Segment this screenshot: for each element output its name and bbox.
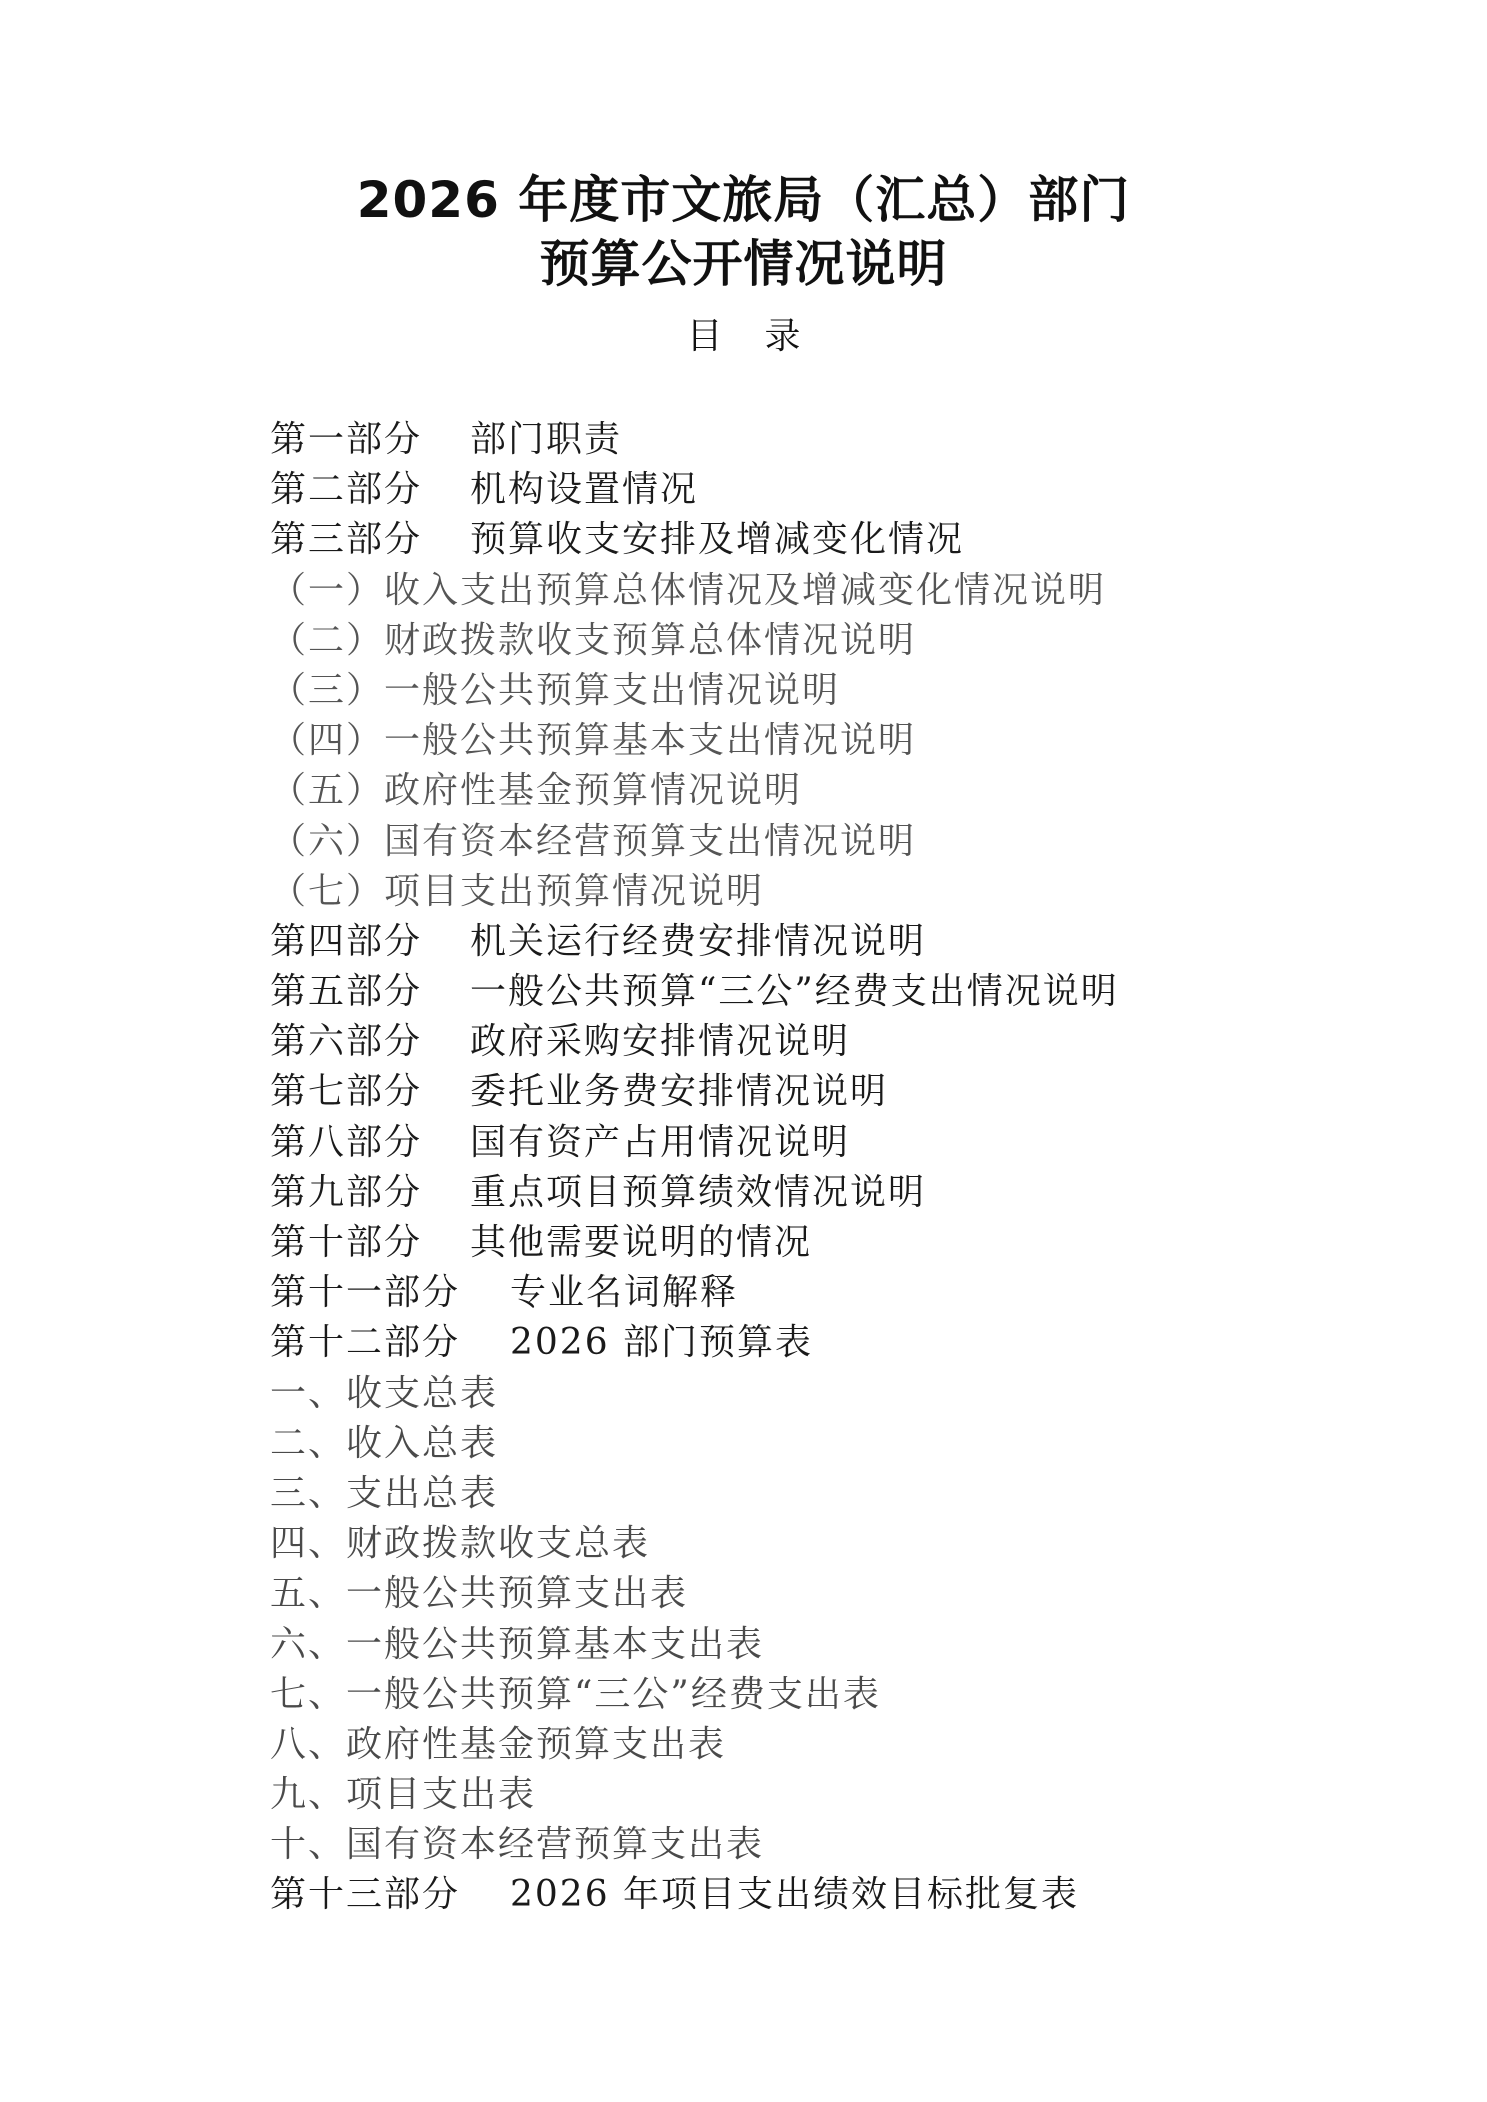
toc-entry-text: 收入支出预算总体情况及增减变化情况说明 [384,569,1107,611]
toc-entry-text: 收支总表 [346,1372,499,1414]
toc-entry-number: 四、 [270,1523,347,1565]
toc-part-entry [270,1218,1270,1268]
toc-entry-text: 政府性基金预算情况说明 [384,770,803,812]
toc-table-entry [270,1569,1270,1619]
toc-entry-number: 第二部分 [270,469,423,511]
toc-table-entry [270,1620,1270,1670]
toc-part-entry [270,515,1270,565]
toc-entry-number: 第一部分 [270,419,423,460]
toc-entry-number: 二、 [270,1422,347,1464]
toc-entry-text: 一般公共预算支出表 [346,1573,689,1615]
toc-entry-number: 第十一部分 [270,1272,461,1314]
toc-subsection-entry [270,867,1270,917]
toc-part-entry [270,1268,1270,1318]
toc-table-entry [270,1770,1270,1820]
toc-entry-number: 第六部分 [270,1021,423,1063]
toc-entry-text: 一般公共预算支出情况说明 [384,669,841,711]
toc-entry-text: 收入总表 [346,1422,499,1464]
toc-subsection-entry [270,566,1270,616]
toc-entry-text: 重点项目预算绩效情况说明 [470,1171,927,1213]
toc-entry-text: 一般公共预算“三公”经费支出表 [346,1673,881,1715]
toc-entry-number: （五） [270,770,385,812]
toc-part-entry [270,1017,1270,1067]
toc-entry-number: 第七部分 [270,1071,423,1113]
toc-entry-number: 第九部分 [270,1171,423,1213]
toc-entry-text: 预算收支安排及增减变化情况 [470,519,965,561]
toc-entry-number: 七、 [270,1673,347,1715]
toc-table-entry [270,1720,1270,1770]
toc-entry-text: 政府性基金预算支出表 [346,1723,727,1765]
toc-part-entry [270,967,1270,1017]
table-of-contents [270,415,1270,1921]
toc-table-entry [270,1419,1270,1469]
toc-entry-text: 专业名词解释 [510,1272,739,1314]
toc-entry-number: 第三部分 [270,519,423,561]
toc-subsection-entry [270,616,1270,666]
toc-entry-number: （七） [270,870,385,912]
toc-part-entry [270,917,1270,967]
toc-entry-number: 十、 [270,1824,347,1866]
title-line-1: 2026 年度市文旅局（汇总）部门 [356,171,1131,229]
toc-entry-number: 五、 [270,1573,347,1615]
toc-entry-number: 第四部分 [270,920,423,962]
toc-entry-number: 第十部分 [270,1222,423,1263]
toc-entry-number: 第五部分 [270,971,423,1013]
toc-entry-text: 国有资本经营预算支出表 [346,1824,765,1866]
toc-entry-text: 财政拨款收支预算总体情况说明 [384,619,917,661]
document-title [0,168,1487,296]
toc-entry-number: （二） [270,619,385,661]
toc-entry-number: 三、 [270,1472,347,1514]
toc-entry-number: 第十三部分 [270,1874,461,1916]
toc-entry-text: 2026 部门预算表 [510,1322,814,1364]
toc-part-entry [270,1870,1270,1920]
toc-entry-text: 财政拨款收支总表 [346,1523,651,1565]
toc-entry-number: 第八部分 [270,1121,423,1163]
toc-entry-text: 项目支出预算情况说明 [384,870,765,912]
toc-entry-number: 六、 [270,1623,347,1665]
toc-entry-text: 其他需要说明的情况 [470,1222,813,1263]
toc-entry-text: 支出总表 [346,1472,499,1514]
toc-part-entry [270,415,1270,465]
toc-table-entry [270,1670,1270,1720]
toc-entry-number: 一、 [270,1372,347,1414]
toc-part-entry [270,465,1270,515]
toc-entry-number: 八、 [270,1723,347,1765]
toc-subsection-entry [270,766,1270,816]
toc-table-entry [270,1820,1270,1870]
toc-entry-text: 部门职责 [470,419,623,460]
toc-entry-number: （一） [270,569,385,611]
toc-entry-text: 国有资本经营预算支出情况说明 [384,820,917,862]
toc-part-entry [270,1067,1270,1117]
toc-entry-number: 九、 [270,1774,347,1816]
toc-entry-number: （三） [270,669,385,711]
toc-entry-text: 2026 年项目支出绩效目标批复表 [510,1874,1080,1916]
toc-subsection-entry [270,716,1270,766]
toc-table-entry [270,1369,1270,1419]
toc-entry-text: 机构设置情况 [470,469,699,511]
toc-entry-text: 政府采购安排情况说明 [470,1021,851,1063]
toc-entry-text: 国有资产占用情况说明 [470,1121,851,1163]
toc-part-entry [270,1318,1270,1368]
toc-table-entry [270,1469,1270,1519]
toc-entry-number: （六） [270,820,385,862]
toc-heading: 目录 [686,316,843,357]
toc-entry-text: 一般公共预算基本支出表 [346,1623,765,1665]
toc-subsection-entry [270,666,1270,716]
toc-entry-text: 一般公共预算基本支出情况说明 [384,720,917,762]
toc-entry-text: 机关运行经费安排情况说明 [470,920,927,962]
toc-entry-number: 第十二部分 [270,1322,461,1364]
toc-subsection-entry [270,817,1270,867]
toc-table-entry [270,1519,1270,1569]
title-line-2: 预算公开情况说明 [539,235,948,293]
toc-entry-text: 委托业务费安排情况说明 [470,1071,889,1113]
toc-entry-text: 一般公共预算“三公”经费支出情况说明 [470,971,1119,1013]
toc-entry-number: （四） [270,720,385,762]
toc-entry-text: 项目支出表 [346,1774,537,1816]
toc-part-entry [270,1118,1270,1168]
toc-part-entry [270,1168,1270,1218]
